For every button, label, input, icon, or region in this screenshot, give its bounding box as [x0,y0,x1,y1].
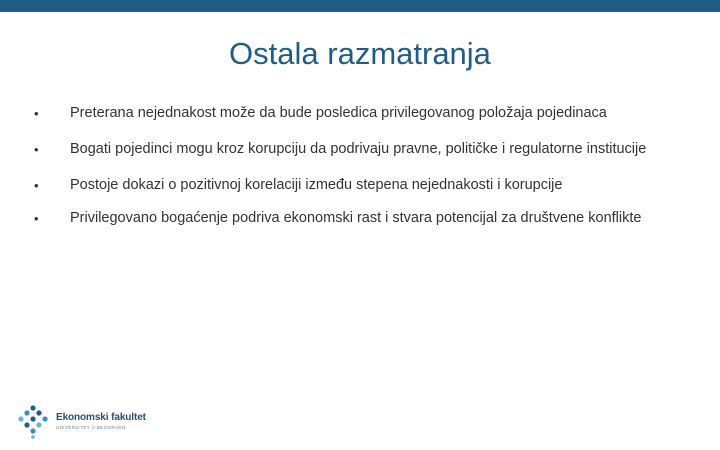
bullet-item [34,211,674,226]
dot-cluster-icon [16,405,50,439]
bullet-text: Bogati pojedinci mogu kroz korupciju da podrivaju pravne, političke i regulatorne institucije [70,141,647,157]
bullet-text: Postoje dokazi o pozitivnoj korelaciji između stepena nejednakosti i korupcije [70,177,563,193]
bullet-item [34,178,674,193]
bullet-text: Preterana nejednakost može da bude posledica privilegovanog položaja pojedinaca [70,105,607,121]
bullet-item [34,106,674,121]
bullet-marker: • [34,178,39,193]
top-accent-bar [0,0,720,12]
bullet-text: Privilegovano bogaćenje podriva ekonomski rast i stvara potencijal za društvene konflikte [70,210,642,226]
bullet-list [34,106,674,242]
bullet-marker: • [34,142,39,157]
bullet-marker: • [34,106,39,121]
faculty-logo [16,405,156,441]
bullet-item [34,142,674,157]
logo-name: Ekonomski fakultet [56,412,146,423]
slide-title: Ostala razmatranja [229,36,491,71]
bullet-marker: • [34,211,39,226]
logo-subtitle: UNIVERZITET U BEOGRADU [56,425,126,430]
